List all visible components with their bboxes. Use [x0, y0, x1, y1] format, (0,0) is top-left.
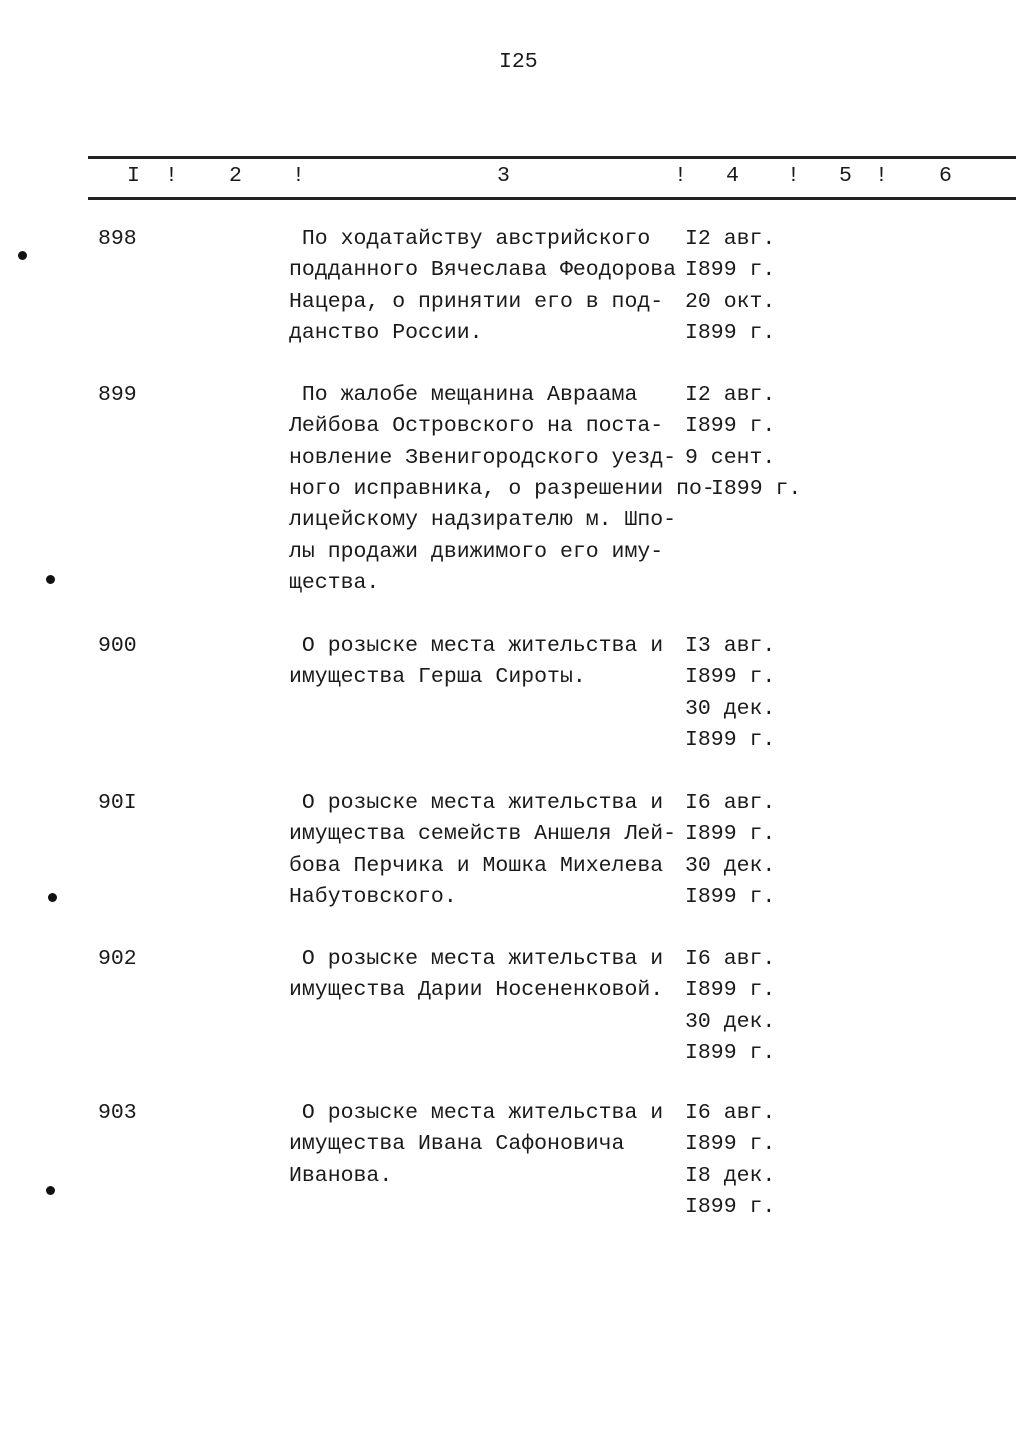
entry-number: 900 — [98, 634, 137, 658]
header-col-2: 2 — [229, 164, 242, 188]
entry-text-line: подданного Вячеслава Феодорова — [289, 258, 677, 283]
entry-number: 90I — [98, 791, 137, 815]
entry-date-line: I8 дек. — [685, 1163, 776, 1188]
entry-text-line: щества. — [289, 570, 380, 595]
entry-date-line: I2 авг. — [685, 227, 776, 251]
entry-date-line: I899 г. — [685, 727, 776, 752]
entry-text-line: имущества семейств Аншеля Лей- — [289, 822, 677, 847]
entry-date-line: 20 окт. — [685, 289, 776, 314]
entry-date-line: I899 г. — [685, 1040, 776, 1065]
entry-text-line: О розыске места жительства и — [289, 791, 664, 815]
entry-date-line: I899 г. — [711, 476, 802, 501]
entry-text-line: имущества Герша Сироты. — [289, 665, 586, 690]
entry-text-line: ного исправника, о разрешении по- — [289, 476, 715, 501]
entry-number: 902 — [98, 947, 137, 971]
entry-date-line: 30 дек. — [685, 853, 776, 878]
header-col-5: 5 — [839, 164, 852, 188]
entry-text-line: новление Звенигородского уезд- — [289, 445, 677, 470]
entry-date-line: I899 г. — [685, 884, 776, 909]
header-separator: ! — [674, 164, 687, 188]
entry-text-line: Набутовского. — [289, 884, 457, 909]
punch-hole-mark — [48, 893, 57, 902]
entry-text-line: Нацера, о принятии его в под- — [289, 289, 664, 314]
page-number: I25 — [499, 50, 538, 74]
entry-date-line: I6 авг. — [685, 1101, 776, 1125]
punch-hole-mark — [46, 1186, 55, 1195]
header-col-6: 6 — [939, 164, 952, 188]
header-col-4: 4 — [726, 164, 739, 188]
entry-date-line: I899 г. — [685, 665, 776, 690]
header-top-rule — [88, 156, 1016, 159]
header-separator: ! — [787, 164, 800, 188]
entry-text-line: лицейскому надзирателю м. Шпо- — [289, 508, 677, 533]
header-bottom-rule — [88, 197, 1016, 200]
entry-text-line: Иванова. — [289, 1163, 393, 1188]
entry-date-line: I899 г. — [685, 822, 776, 847]
header-separator: ! — [292, 164, 305, 188]
entry-text-line: имущества Дарии Носененковой. — [289, 978, 664, 1003]
punch-hole-mark — [18, 251, 27, 260]
entry-date-line: 9 сент. — [685, 445, 776, 470]
entry-date-line: I6 авг. — [685, 791, 776, 815]
entry-number: 899 — [98, 383, 137, 407]
entry-date-line: I3 авг. — [685, 634, 776, 658]
entry-text-line: По жалобе мещанина Авраама — [289, 383, 638, 407]
header-separator: ! — [165, 164, 178, 188]
entry-text-line: бова Перчика и Мошка Михелева — [289, 853, 664, 878]
header-col-3: 3 — [497, 164, 510, 188]
header-col-1: I — [127, 164, 140, 188]
entry-date-line: I899 г. — [685, 978, 776, 1003]
entry-date-line: 30 дек. — [685, 696, 776, 721]
header-separator: ! — [875, 164, 888, 188]
entry-text-line: лы продажи движимого его иму- — [289, 539, 664, 564]
entry-text-line: данство России. — [289, 320, 483, 345]
entry-date-line: I2 авг. — [685, 383, 776, 407]
entry-date-line: 30 дек. — [685, 1009, 776, 1034]
entry-number: 903 — [98, 1101, 137, 1125]
entry-text-line: О розыске места жительства и — [289, 947, 664, 971]
entry-date-line: I899 г. — [685, 1194, 776, 1219]
entry-text-line: Лейбова Островского на поста- — [289, 414, 664, 439]
punch-hole-mark — [46, 575, 55, 584]
entry-date-line: I899 г. — [685, 320, 776, 345]
entry-date-line: I899 г. — [685, 414, 776, 439]
entry-date-line: I899 г. — [685, 1132, 776, 1157]
entry-text-line: О розыске места жительства и — [289, 1101, 664, 1125]
entry-text-line: По ходатайству австрийского — [289, 227, 651, 251]
entry-text-line: имущества Ивана Сафоновича — [289, 1132, 625, 1157]
entry-date-line: I6 авг. — [685, 947, 776, 971]
entry-number: 898 — [98, 227, 137, 251]
entry-text-line: О розыске места жительства и — [289, 634, 664, 658]
entry-date-line: I899 г. — [685, 258, 776, 283]
